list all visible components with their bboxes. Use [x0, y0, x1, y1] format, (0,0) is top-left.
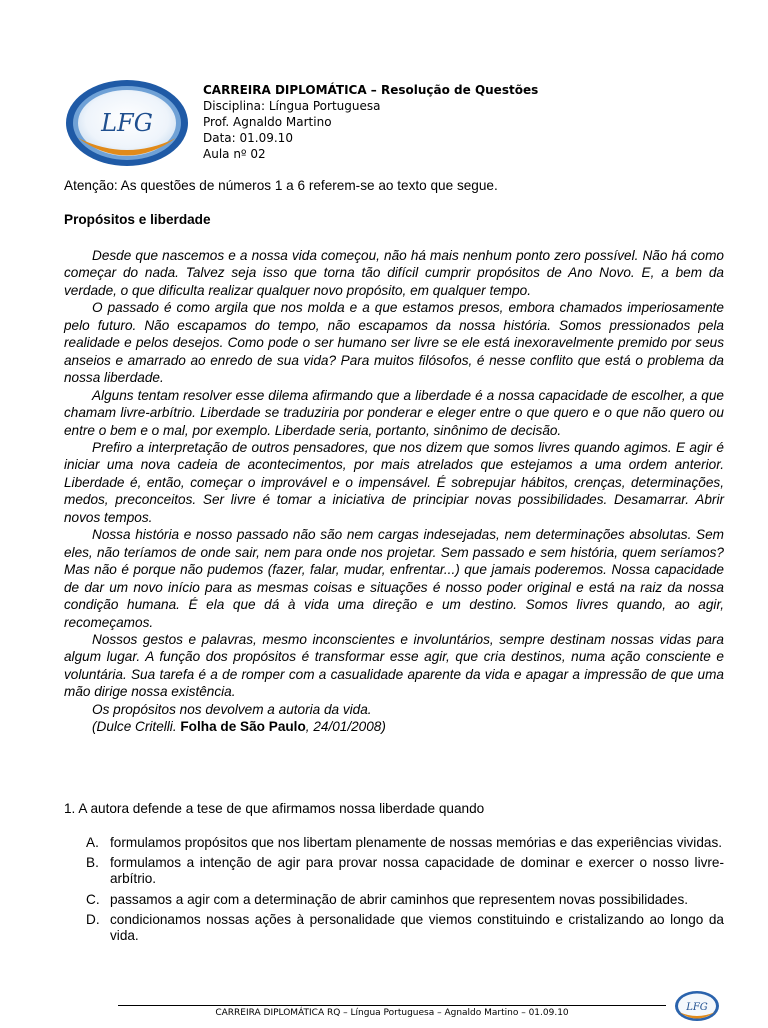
- footer-logo-text: LFG: [686, 1002, 708, 1013]
- option-letter: B.: [86, 855, 99, 871]
- option-a: [86, 835, 724, 851]
- paragraph: Alguns tentam resolver esse dilema afirmando que a liberdade é a nossa capacidade de escolher, a que chamam livre-arbítrio. Liberdade se traduziria por ponderar e eleger entre o que quero e o que não quero ou entre o bem e o mal, por exemplo. Liberdade seria, portanto, sinônimo de decisão.: [64, 387, 724, 438]
- date: Data: 01.09.10: [203, 131, 293, 145]
- page-footer: CARREIRA DIPLOMÁTICA RQ – Língua Portuguesa – Agnaldo Martino – 01.09.10: [215, 1008, 569, 1018]
- paragraph: Os propósitos nos devolvem a autoria da vida.: [92, 701, 372, 717]
- option-letter: A.: [86, 835, 99, 850]
- option-d: [86, 912, 724, 944]
- source-author: (Dulce Critelli.: [92, 719, 181, 735]
- option-b: [86, 855, 724, 887]
- paragraph: Nossa história e nosso passado não são nem cargas indesejadas, nem determinações absolutas. Sem eles, não teríamos de onde sair, nem para onde nos projetar. Sem passado e sem história, quem seríamos? Mas não é porque não pudemos (fazer, falar, mudar, enfrentar...) que jamais poderemos. Nossa capacidade de dar um novo início para as mesmas coisas e situações é nosso poder original e está na raiz da nossa condição humana. É ela que dá à vida uma direção e um destino. Somos livres quando, ao agir, recomeçamos.: [64, 527, 724, 630]
- discipline: Disciplina: Língua Portuguesa: [203, 99, 381, 113]
- footer-logo: [673, 989, 721, 1023]
- lesson-number: Aula nº 02: [203, 147, 266, 161]
- paragraph: Desde que nascemos e a nossa vida começou, não há mais nenhum ponto zero possível. Não há como começar do nada. Talvez seja isso que torna tão difícil cumprir propósitos de Ano Novo. E, a bem da verdade, o que dificulta realizar qualquer novo propósito, em qualquer tempo.: [64, 248, 724, 298]
- option-letter: D.: [86, 911, 100, 927]
- option-letter: C.: [86, 891, 100, 907]
- paragraph: Prefiro a interpretação de outros pensadores, que nos dizem que somos livres quando agimos. E agir é iniciar uma nova cadeia de acontecimentos, por mais atrelados que estejamos a uma ordem anterior. Liberdade é, então, começar o improvável e o impensável. É sobrepujar hábitos, crenças, determinações, medos, preconceitos. Ser livre é tomar a iniciativa de principiar novas possibilidades. Desamarrar. Abrir novos tempos.: [64, 439, 724, 525]
- paragraph: Nossos gestos e palavras, mesmo inconscientes e involuntários, sempre destinam nossas vidas para algum lugar. A função dos propósitos é transformar esse agir, que cria destinos, numa ação consciente e voluntária. Sua tarefa é a de romper com a casualidade aparente da vida e apagar a impressão de que uma mão dirige nossa existência.: [64, 631, 724, 700]
- text-title: Propósitos e liberdade: [64, 212, 211, 227]
- professor: Prof. Agnaldo Martino: [203, 115, 332, 129]
- option-text: formulamos a intenção de agir para provar nossa capacidade de dominar e exercer o nosso livre-arbítrio.: [110, 855, 724, 887]
- option-text: formulamos propósitos que nos libertam plenamente de nossas memórias e das experiências vividas.: [110, 835, 723, 850]
- source-citation: [64, 718, 724, 735]
- option-text: passamos a agir com a determinação de abrir caminhos que representem novas possibilidades.: [110, 891, 689, 907]
- answer-options: [86, 835, 724, 948]
- logo-text: LFG: [101, 109, 153, 137]
- document-header: [203, 82, 538, 162]
- text-body: [64, 247, 724, 736]
- question-text: 1. A autora defende a tese de que afirmamos nossa liberdade quando: [64, 801, 485, 816]
- source-paper: Folha de São Paulo: [180, 719, 306, 735]
- course-title: CARREIRA DIPLOMÁTICA – Resolução de Questões: [203, 83, 539, 97]
- attention-note: Atenção: As questões de números 1 a 6 referem-se ao texto que segue.: [64, 178, 498, 193]
- lfg-logo: [64, 78, 190, 168]
- footer-divider: [118, 1005, 666, 1006]
- paragraph: O passado é como argila que nos molda e a que estamos presos, embora chamados imperiosamente pelo futuro. Não escapamos do tempo, não escapamos da nossa história. Somos pressionados pela realidade e pelos desejos. Como pode o ser humano ser livre se ele está inexoravelmente premido por seus anseios e amarrado ao enredo de sua vida? Para muitos filósofos, é nesse conflito que está o problema da nossa liberdade.: [64, 300, 724, 386]
- source-date: , 24/01/2008): [305, 719, 386, 735]
- option-c: [86, 892, 724, 908]
- option-text: condicionamos nossas ações à personalidade que viemos constituindo e cristalizando ao longo da vida.: [110, 911, 724, 944]
